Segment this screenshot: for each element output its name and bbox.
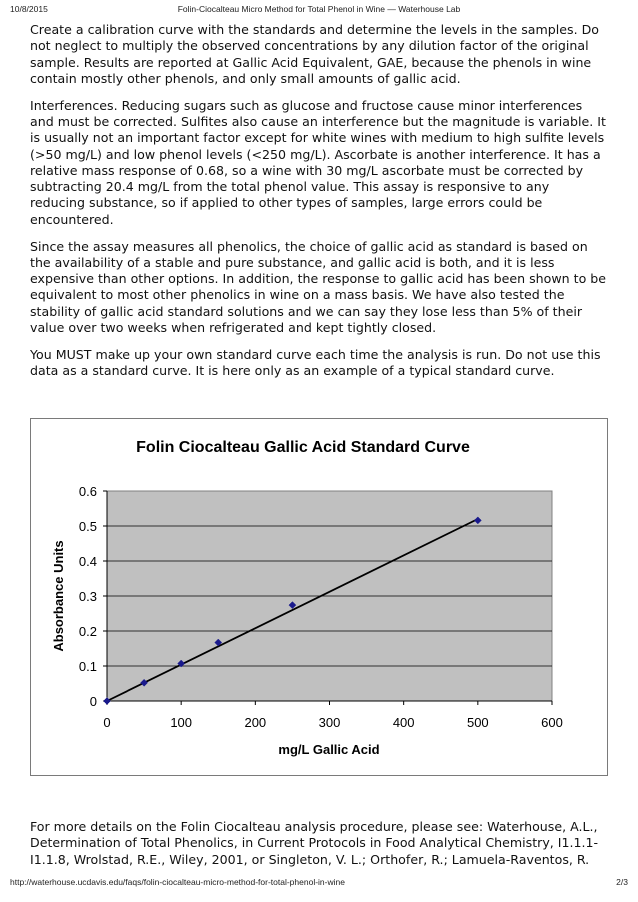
paragraph-interferences: Interferences. Reducing sugars such as glucose and fructose cause minor interferences and must be corrected. Sulfites also cause an interference but the magnitude is variable. It is usually not an important factor except for white wines with medium to high sulfite levels (>50 mg/L) and low phenol levels (<250 mg/L). Ascorbate is another interference. It has a relative mass response of 0.68, so a wine with 30 mg/L ascorbate must be corrected by subtracting 20.4 mg/L from the total phenol value. This assay is responsive to any reducing substance, so if applied to other types of samples, large errors could be encountered. bbox=[30, 97, 606, 227]
y-tick-label: 0.3 bbox=[78, 589, 97, 604]
x-tick-label: 300 bbox=[318, 715, 341, 730]
x-tick-label: 400 bbox=[392, 715, 415, 730]
x-tick-labels bbox=[103, 715, 562, 730]
y-tick-label: 0.4 bbox=[78, 554, 97, 569]
y-tick-labels bbox=[79, 484, 97, 709]
y-tick-label: 0.5 bbox=[78, 519, 97, 534]
page-number: 2/3 bbox=[616, 877, 628, 887]
print-footer bbox=[10, 877, 628, 891]
x-tick-label: 600 bbox=[541, 715, 563, 730]
y-tick-label: 0.1 bbox=[78, 659, 97, 674]
print-url: http://waterhouse.ucdavis.edu/faqs/folin-ciocalteau-micro-method-for-total-phenol-in-wine bbox=[10, 877, 345, 887]
standard-curve-chart bbox=[30, 418, 608, 776]
paragraph-calibration: Create a calibration curve with the standards and determine the levels in the samples. Do not neglect to multiply the observed concentrations by any dilution factor of the original sample. Results are reported at Gallic Acid Equivalent, GAE, because the phenols in wine contain mostly other phenols, and only small amounts of gallic acid. bbox=[30, 22, 600, 86]
paragraph-warning: You MUST make up your own standard curve each time the analysis is run. Do not use this data as a standard curve. It is here only as an example of a typical standard curve. bbox=[30, 346, 601, 379]
x-tick-label: 500 bbox=[466, 715, 489, 730]
y-tick-label: 0.6 bbox=[78, 484, 97, 499]
print-page-title: Folin-Ciocalteau Micro Method for Total Phenol in Wine — Waterhouse Lab bbox=[177, 4, 461, 14]
paragraph-standard-choice: Since the assay measures all phenolics, the choice of gallic acid as standard is based on the availability of a stable and pure substance, and gallic acid is both, and it is less expensive than other options. In addition, the response to gallic acid has been shown to be equivalent to most other phenolics in wine on a mass basis. We have also tested the stability of gallic acid standard solutions and we can say they lose less than 5% of their value over two weeks when refrigerated and kept tightly closed. bbox=[30, 238, 607, 336]
print-date: 10/8/2015 bbox=[10, 4, 48, 14]
article-body bbox=[30, 22, 608, 390]
x-tick-label: 200 bbox=[244, 715, 267, 730]
print-header bbox=[10, 4, 628, 18]
y-tick-label: 0 bbox=[89, 694, 97, 709]
x-tick-label: 0 bbox=[103, 715, 111, 730]
chart-canvas bbox=[31, 419, 607, 775]
more-details-paragraph: For more details on the Folin Ciocalteau analysis procedure, please see: Waterhouse, A.L., Determination of Total Phenolics, in Current Protocols in Food Analytical Chemistry, I1.1.1-I1.1.8, Wrolstad, R.E., Wiley, 2001, or Singleton, V. L.; Orthofer, R.; Lamuela-Raventos, R. bbox=[30, 819, 599, 867]
x-tick-label: 100 bbox=[170, 715, 193, 730]
y-axis-label: Absorbance Units bbox=[51, 540, 66, 652]
chart-title: Folin Ciocalteau Gallic Acid Standard Curve bbox=[136, 439, 470, 456]
x-axis-label: mg/L Gallic Acid bbox=[278, 742, 380, 757]
y-tick-label: 0.2 bbox=[78, 624, 97, 639]
